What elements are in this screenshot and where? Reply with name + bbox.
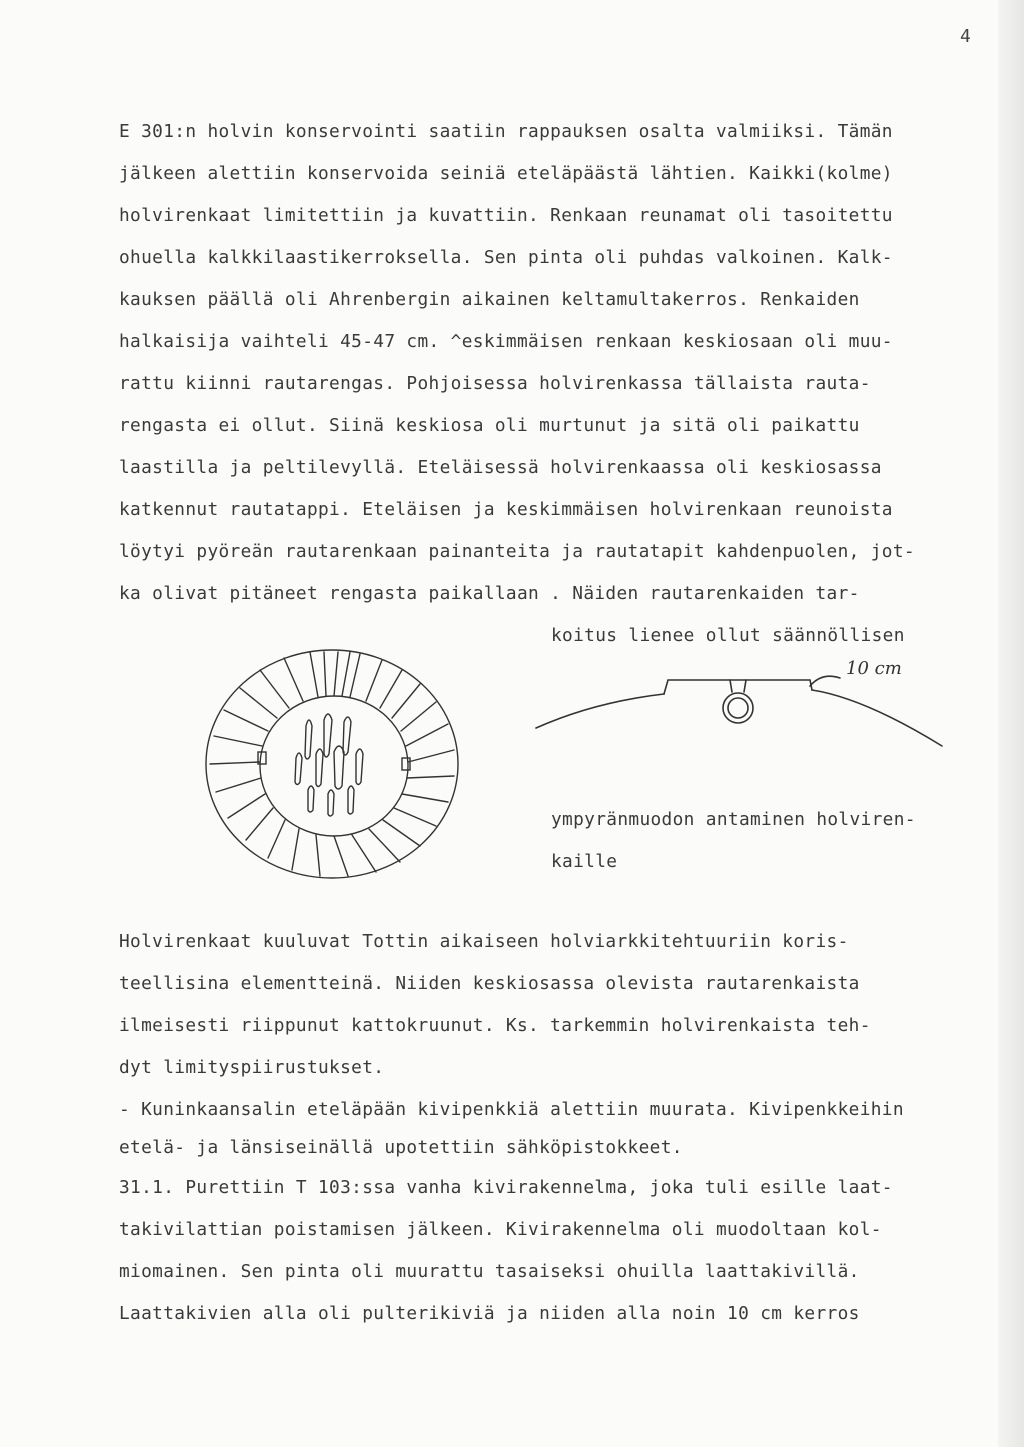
- text-line: Holvirenkaat kuuluvat Tottin aikaiseen holviarkkitehtuuriin koris-: [119, 931, 849, 952]
- text-line: jälkeen alettiin konservoida seiniä eteläpäästä lähtien. Kaikki(kolme): [119, 163, 893, 184]
- text-line: holvirenkaat limitettiin ja kuvattiin. Renkaan reunamat oli tasoitettu: [119, 205, 893, 226]
- text-line: ilmeisesti riippunut kattokruunut. Ks. tarkemmin holvirenkaista teh-: [119, 1015, 871, 1036]
- text-line: halkaisija vaihteli 45-47 cm. ^eskimmäisen renkaan keskiosaan oli muu-: [119, 331, 893, 352]
- text-line: etelä- ja länsiseinällä upotettiin sähköpistokkeet.: [119, 1137, 683, 1158]
- text-line: E 301:n holvin konservointi saatiin rappauksen osalta valmiiksi. Tämän: [119, 121, 893, 142]
- text-line: 31.1. Purettiin T 103:ssa vanha kivirakennelma, joka tuli esille laat-: [119, 1177, 893, 1198]
- side-text-line: ympyränmuodon antaminen holviren-: [551, 809, 916, 830]
- vault-ring-sketch: [188, 640, 478, 890]
- text-line: dyt limityspiirustukset.: [119, 1057, 385, 1078]
- text-line: Laattakivien alla oli pulterikiviä ja niiden alla noin 10 cm kerros: [119, 1303, 860, 1324]
- side-text-line: kaille: [551, 851, 618, 872]
- text-line: takivilattian poistamisen jälkeen. Kivirakennelma oli muodoltaan kol-: [119, 1219, 882, 1240]
- page-number: 4: [960, 26, 971, 47]
- side-text-line: koitus lienee ollut säännöllisen: [551, 625, 905, 646]
- text-line: ohuella kalkkilaastikerroksella. Sen pinta oli puhdas valkoinen. Kalk-: [119, 247, 893, 268]
- sketch-dimension-label: 10 cm: [846, 658, 902, 679]
- text-line: löytyi pyöreän rautarenkaan painanteita ja rautatapit kahdenpuolen, jot-: [119, 541, 915, 562]
- scanned-edge-strip: [998, 0, 1024, 1447]
- text-line: miomainen. Sen pinta oli muurattu tasaiseksi ohuilla laattakivillä.: [119, 1261, 860, 1282]
- text-line: - Kuninkaansalin eteläpään kivipenkkiä alettiin muurata. Kivipenkkeihin: [119, 1099, 904, 1120]
- text-line: rengasta ei ollut. Siinä keskiosa oli murtunut ja sitä oli paikattu: [119, 415, 860, 436]
- text-line: rattu kiinni rautarengas. Pohjoisessa holvirenkassa tällaista rauta-: [119, 373, 871, 394]
- text-line: katkennut rautatappi. Eteläisen ja keskimmäisen holvirenkaan reunoista: [119, 499, 893, 520]
- text-line: ka olivat pitäneet rengasta paikallaan . Näiden rautarenkaiden tar-: [119, 583, 860, 604]
- text-line: laastilla ja peltilevyllä. Eteläisessä holvirenkaassa oli keskiosassa: [119, 457, 882, 478]
- text-line: kauksen päällä oli Ahrenbergin aikainen keltamultakerros. Renkaiden: [119, 289, 860, 310]
- text-line: teellisina elementteinä. Niiden keskiosassa olevista rautarenkaista: [119, 973, 860, 994]
